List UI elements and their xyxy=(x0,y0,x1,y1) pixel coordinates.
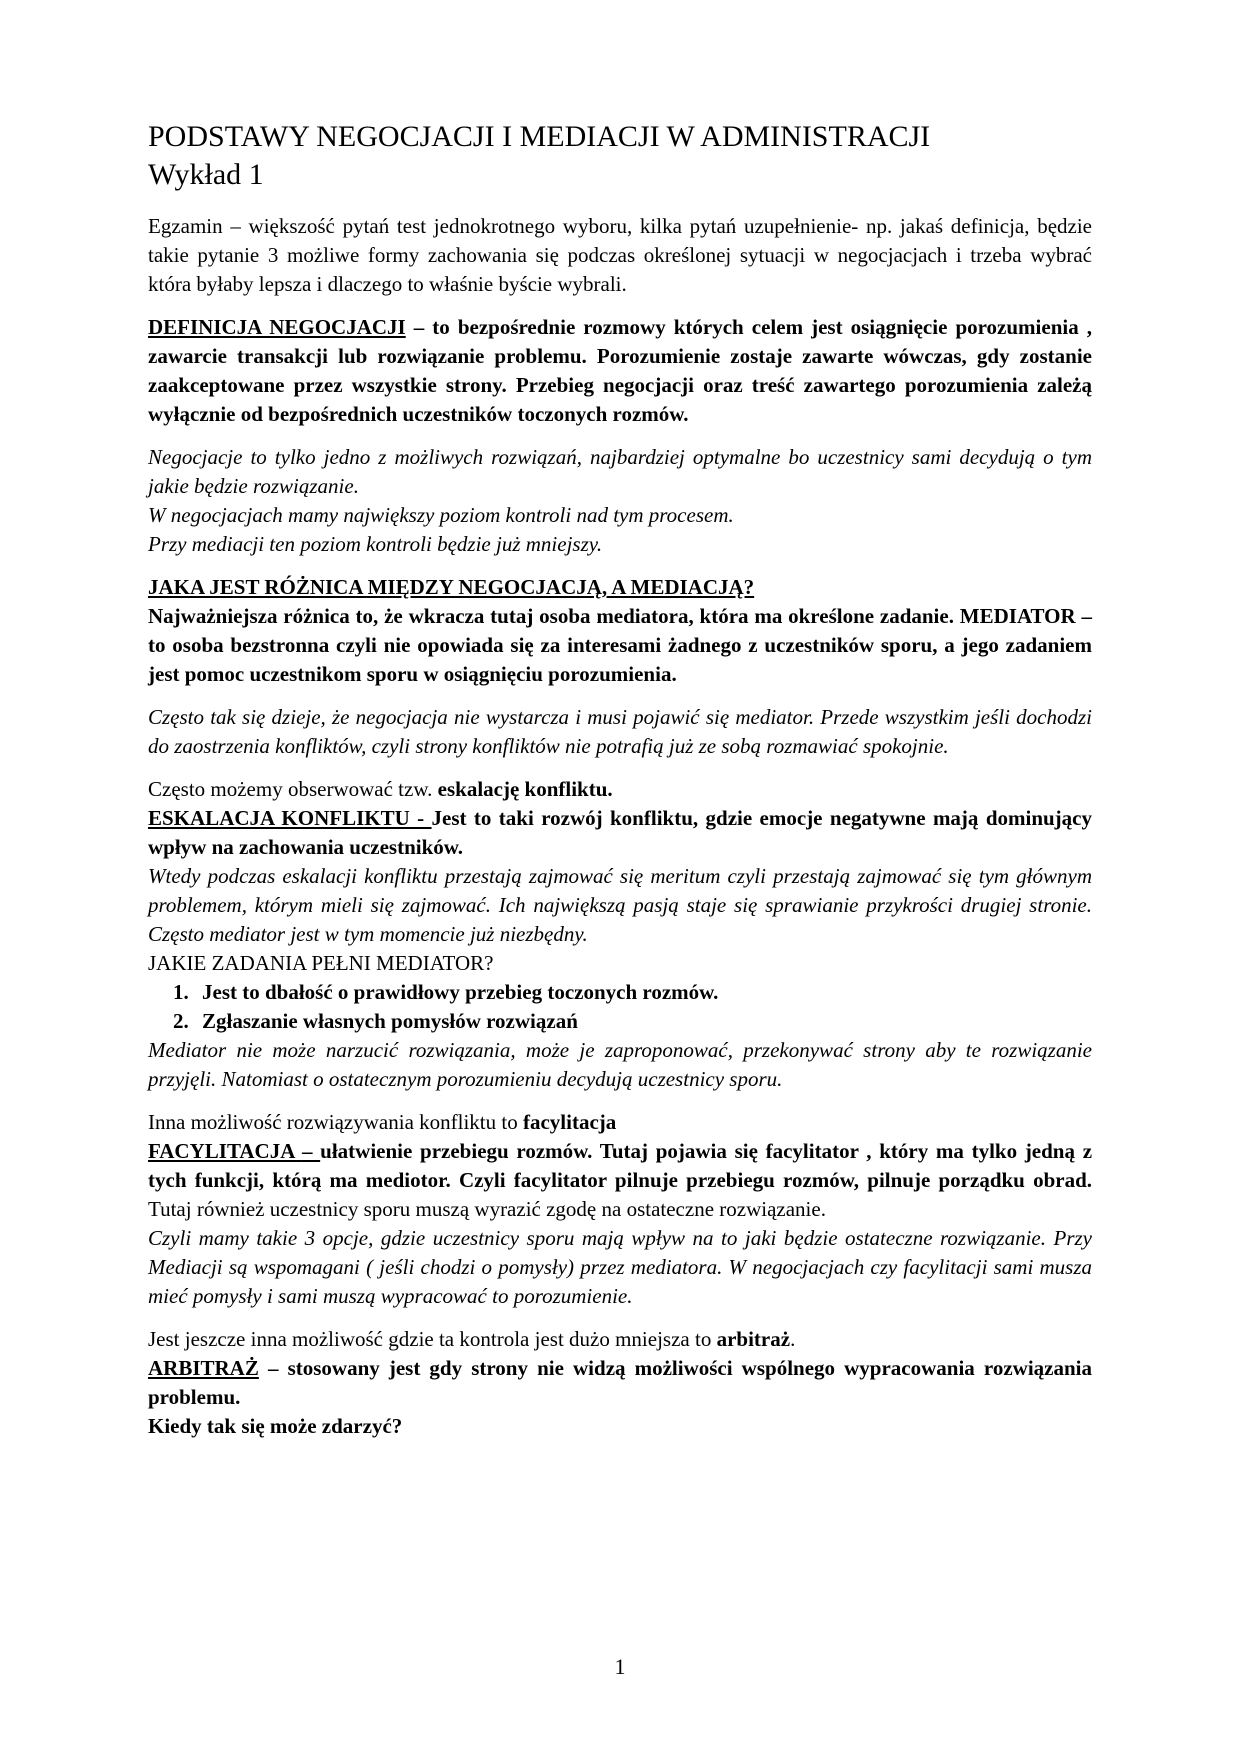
arbitration-question: Kiedy tak się może zdarzyć? xyxy=(148,1414,403,1438)
escalation-lead-term: eskalację konfliktu. xyxy=(437,777,613,801)
definition-heading: DEFINICJA NEGOCJACJI xyxy=(148,315,406,339)
escalation-definition xyxy=(148,804,1092,862)
facilitation-lead-term: facylitacja xyxy=(522,1110,617,1134)
facilitation-lead xyxy=(148,1108,1092,1137)
escalation-text: Jest to taki rozwój konfliktu, gdzie emocje negatywne mają dominujący wpływ na zachowania uczestników. xyxy=(148,806,1092,859)
difference-section xyxy=(148,573,1092,689)
page-number: 1 xyxy=(614,1654,626,1679)
definition-paragraph xyxy=(148,313,1092,429)
mediator-tasks-list xyxy=(148,978,1092,1036)
escalation-lead xyxy=(148,775,1092,804)
document-title xyxy=(148,118,1092,194)
facilitation-definition xyxy=(148,1137,1092,1224)
definition-separator: – xyxy=(405,315,433,339)
arbitration-lead-end: . xyxy=(790,1327,796,1351)
negotiation-note: W negocjacjach mamy największy poziom kontroli nad tym procesem. xyxy=(148,503,734,527)
mediator-tasks-heading: JAKIE ZADANIA PEŁNI MEDIATOR? xyxy=(148,951,494,975)
arbitration-lead xyxy=(148,1325,1092,1354)
facilitation-text-plain: Tutaj również uczestnicy sporu muszą wyrazić zgodę na ostateczne rozwiązanie. xyxy=(148,1197,826,1221)
title-line-1: PODSTAWY NEGOCJACJI I MEDIACJI W ADMINISTRACJI xyxy=(148,120,931,153)
mediator-note: Często tak się dzieje, że negocjacja nie wystarcza i musi pojawić się mediator. Przede wszystkim jeśli dochodzi do zaostrzenia konfliktów, czyli strony konfliktów nie potrafią już ze sobą rozmawiać spokojnie. xyxy=(148,705,1092,758)
list-item: 2. Zgłaszanie własnych pomysłów rozwiązań xyxy=(194,1007,1092,1036)
title-line-2: Wykład 1 xyxy=(148,158,264,191)
difference-heading: JAKA JEST RÓŻNICA MIĘDZY NEGOCJACJĄ, A MEDIACJĄ? xyxy=(148,575,755,599)
facilitation-lead-text: Inna możliwość rozwiązywania konfliktu to xyxy=(148,1110,523,1134)
facilitation-note: Czyli mamy takie 3 opcje, gdzie uczestnicy sporu mają wpływ na to jaki będzie ostateczne rozwiązanie. Przy Mediacji są wspomagani ( jeśli chodzi o pomysły) przez mediatora. W negocjacjach czy facylitacji sami musza mieć pomysły i sami muszą wypracować to porozumienie. xyxy=(148,1226,1092,1308)
definition-text: to bezpośrednie rozmowy których celem jest osiągnięcie porozumienia , zawarcie transakcji lub rozwiązanie problemu. Porozumienie zostaje zawarte wówczas, gdy zostanie zaakceptowane przez wszystkie strony. Przebieg negocjacji oraz treść zawartego porozumienia zależą wyłącznie od bezpośrednich uczestników toczonych rozmów. xyxy=(148,315,1092,426)
facilitation-section xyxy=(148,1108,1092,1311)
arbitration-lead-text: Jest jeszcze inna możliwość gdzie ta kontrola jest dużo mniejsza to xyxy=(148,1327,717,1351)
negotiation-notes xyxy=(148,443,1092,559)
arbitration-lead-term: arbitraż xyxy=(716,1327,791,1351)
negotiation-note: Przy mediacji ten poziom kontroli będzie już mniejszy. xyxy=(148,532,603,556)
facilitation-heading: FACYLITACJA xyxy=(148,1139,302,1163)
facilitation-separator: – xyxy=(301,1139,321,1163)
intro-paragraph: Egzamin – większość pytań test jednokrotnego wyboru, kilka pytań uzupełnienie- np. jakaś definicja, będzie takie pytanie 3 możliwe formy zachowania się podczas określonej sytuacji w negocjacjach i trzeba wybrać która byłaby lepsza i dlaczego to właśnie byście wybrali. xyxy=(148,214,1092,296)
arbitration-section xyxy=(148,1325,1092,1441)
escalation-section xyxy=(148,775,1092,949)
escalation-lead-text: Często możemy obserwować tzw. xyxy=(148,777,438,801)
mediator-tasks-note: Mediator nie może narzucić rozwiązania, może je zaproponować, przekonywać strony aby te rozwiązanie przyjęli. Natomiast o ostatecznym porozumieniu decydują uczestnicy sporu. xyxy=(148,1038,1092,1091)
arbitration-separator: – xyxy=(258,1356,288,1380)
arbitration-text: stosowany jest gdy strony nie widzą możliwości wspólnego wypracowania rozwiązania problemu. xyxy=(148,1356,1092,1409)
list-item: 1. Jest to dbałość o prawidłowy przebieg toczonych rozmów. xyxy=(194,978,1092,1007)
negotiation-note: Negocjacje to tylko jedno z możliwych rozwiązań, najbardziej optymalne bo uczestnicy sami decydują o tym jakie będzie rozwiązanie. xyxy=(148,445,1092,498)
mediator-tasks-section xyxy=(148,949,1092,1094)
facilitation-text-bold: ułatwienie przebiegu rozmów. Tutaj pojawia się facylitator , który ma tylko jedną z tych funkcji, którą ma mediotor. Czyli facylitator pilnuje przebiegu rozmów, pilnuje porządku obrad. xyxy=(148,1139,1093,1192)
escalation-heading: ESKALACJA KONFLIKTU - xyxy=(148,806,432,830)
arbitration-definition xyxy=(148,1354,1092,1412)
document-page xyxy=(148,118,1092,1441)
difference-text: Najważniejsza różnica to, że wkracza tutaj osoba mediatora, która ma określone zadanie. MEDIATOR – to osoba bezstronna czyli nie opowiada się za interesami żadnego z uczestników sporu, a jego zadaniem jest pomoc uczestnikom sporu w osiągnięciu porozumienia. xyxy=(148,604,1092,686)
escalation-note: Wtedy podczas eskalacji konfliktu przestają zajmować się meritum czyli przestają zajmować się tym głównym problemem, którym mieli się zajmować. Ich największą pasją staje się sprawianie przykrości drugiej stronie. Często mediator jest w tym momencie już niezbędny. xyxy=(148,864,1092,946)
arbitration-heading: ARBITRAŻ xyxy=(148,1356,259,1380)
